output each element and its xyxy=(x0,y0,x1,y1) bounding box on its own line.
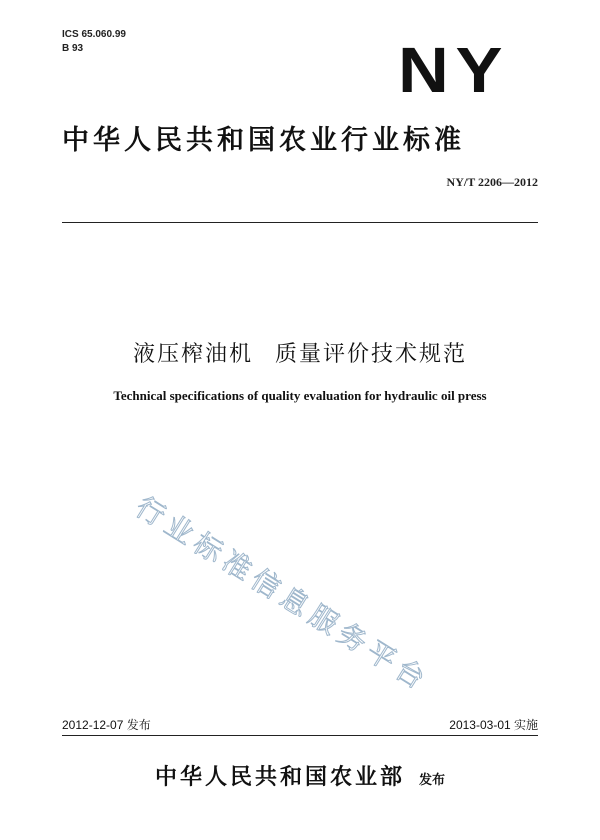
document-title-part2: 质量评价技术规范 xyxy=(275,342,468,367)
document-title-part1: 液压榨油机 xyxy=(132,342,253,367)
document-subtitle: Technical specifications of quality evaluation for hydraulic oil press xyxy=(113,388,487,403)
document-title xyxy=(0,337,600,368)
classification-code: B 93 xyxy=(62,43,84,54)
issue-date: 2012-12-07 发布 xyxy=(62,718,151,732)
standard-number: NY/T 2206—2012 xyxy=(446,175,538,189)
ny-logo: NY xyxy=(398,34,509,106)
ics-code: ICS 65.060.99 xyxy=(62,29,126,40)
publisher-line xyxy=(0,760,600,791)
publisher: 中华人民共和国农业部 xyxy=(154,765,405,790)
standard-type-title: 中华人民共和国农业行业标准 xyxy=(62,125,465,156)
watermark: 行业标准信息服务平台 xyxy=(129,490,436,699)
header-divider xyxy=(62,222,538,223)
implementation-date: 2013-03-01 实施 xyxy=(449,718,538,732)
footer-divider xyxy=(62,735,538,736)
publish-label: 发布 xyxy=(419,773,446,788)
